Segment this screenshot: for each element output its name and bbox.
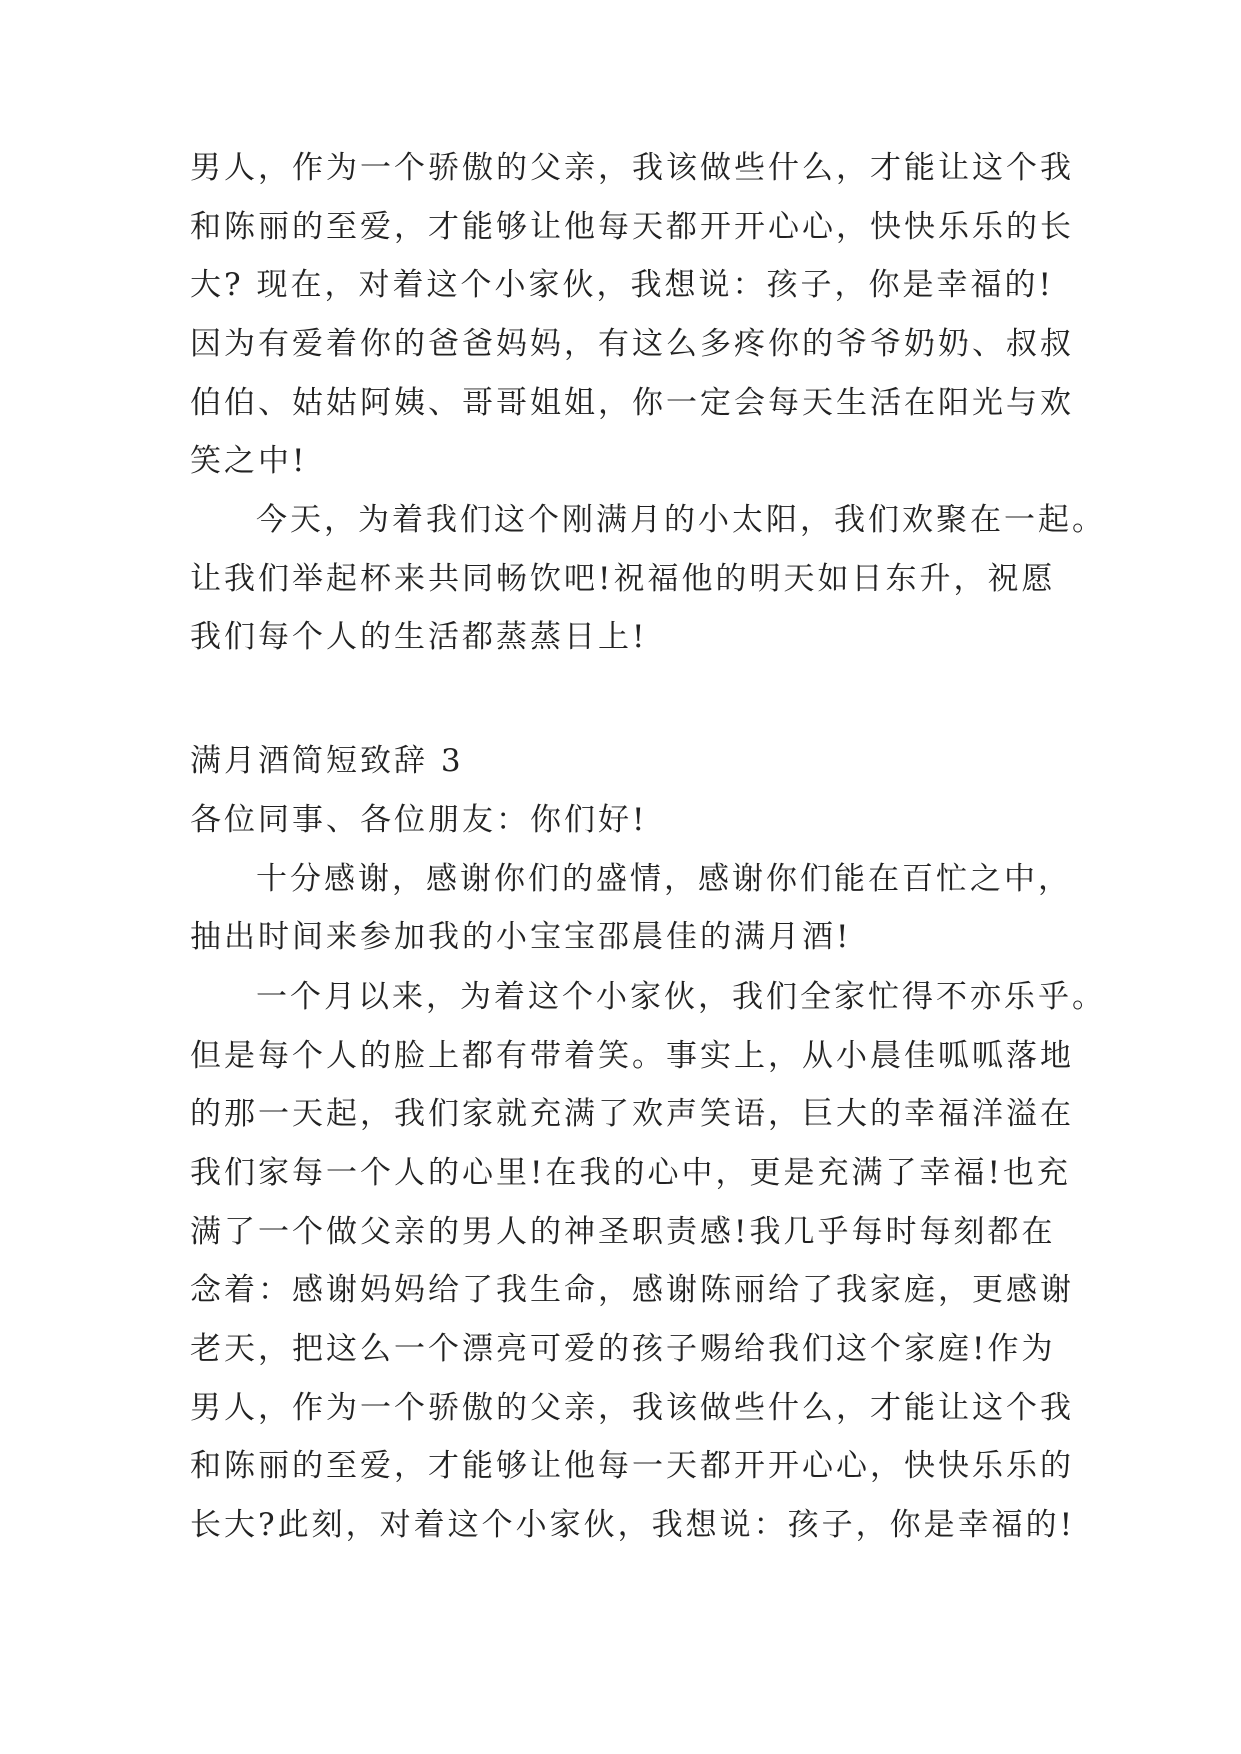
paragraph-line: 念着：感谢妈妈给了我生命，感谢陈丽给了我家庭，更感谢 (190, 1272, 1074, 1308)
paragraph-line: 十分感谢，感谢你们的盛情，感谢你们能在百忙之中， (256, 861, 1072, 897)
paragraph-line: 和陈丽的至爱，才能够让他每一天都开开心心，快快乐乐的 (190, 1448, 1074, 1484)
paragraph-line: 让我们举起杯来共同畅饮吧!祝福他的明天如日东升，祝愿 (190, 561, 1056, 597)
paragraph-line: 我们家每一个人的心里!在我的心中，更是充满了幸福!也充 (190, 1155, 1071, 1191)
paragraph-line: 老天，把这么一个漂亮可爱的孩子赐给我们这个家庭!作为 (190, 1331, 1056, 1367)
paragraph-line: 抽出时间来参加我的小宝宝邵晨佳的满月酒! (190, 919, 852, 955)
paragraph-line: 男人，作为一个骄傲的父亲，我该做些什么，才能让这个我 (190, 1390, 1074, 1426)
paragraph-line: 笑之中! (190, 443, 308, 479)
paragraph-line: 一个月以来，为着这个小家伙，我们全家忙得不亦乐乎。 (256, 979, 1106, 1015)
section-title: 满月酒简短致辞 3 (190, 743, 464, 779)
paragraph-line: 的那一天起，我们家就充满了欢声笑语，巨大的幸福洋溢在 (190, 1096, 1074, 1132)
paragraph-line: 和陈丽的至爱，才能够让他每天都开开心心，快快乐乐的长 (190, 209, 1074, 245)
paragraph-line: 但是每个人的脸上都有带着笑。事实上，从小晨佳呱呱落地 (190, 1038, 1074, 1074)
paragraph-line: 今天，为着我们这个刚满月的小太阳，我们欢聚在一起。 (256, 502, 1106, 538)
paragraph-line: 因为有爱着你的爸爸妈妈，有这么多疼你的爷爷奶奶、叔叔 (190, 326, 1074, 362)
paragraph-line: 我们每个人的生活都蒸蒸日上! (190, 619, 648, 655)
paragraph-line: 长大?此刻，对着这个小家伙，我想说：孩子，你是幸福的! (190, 1507, 1076, 1543)
paragraph-line: 大? 现在，对着这个小家伙，我想说：孩子，你是幸福的! (190, 267, 1054, 303)
paragraph-line: 满了一个做父亲的男人的神圣职责感!我几乎每时每刻都在 (190, 1214, 1056, 1250)
paragraph-line: 伯伯、姑姑阿姨、哥哥姐姐，你一定会每天生活在阳光与欢 (190, 385, 1074, 421)
salutation: 各位同事、各位朋友：你们好! (190, 802, 648, 838)
paragraph-line: 男人，作为一个骄傲的父亲，我该做些什么，才能让这个我 (190, 150, 1074, 186)
